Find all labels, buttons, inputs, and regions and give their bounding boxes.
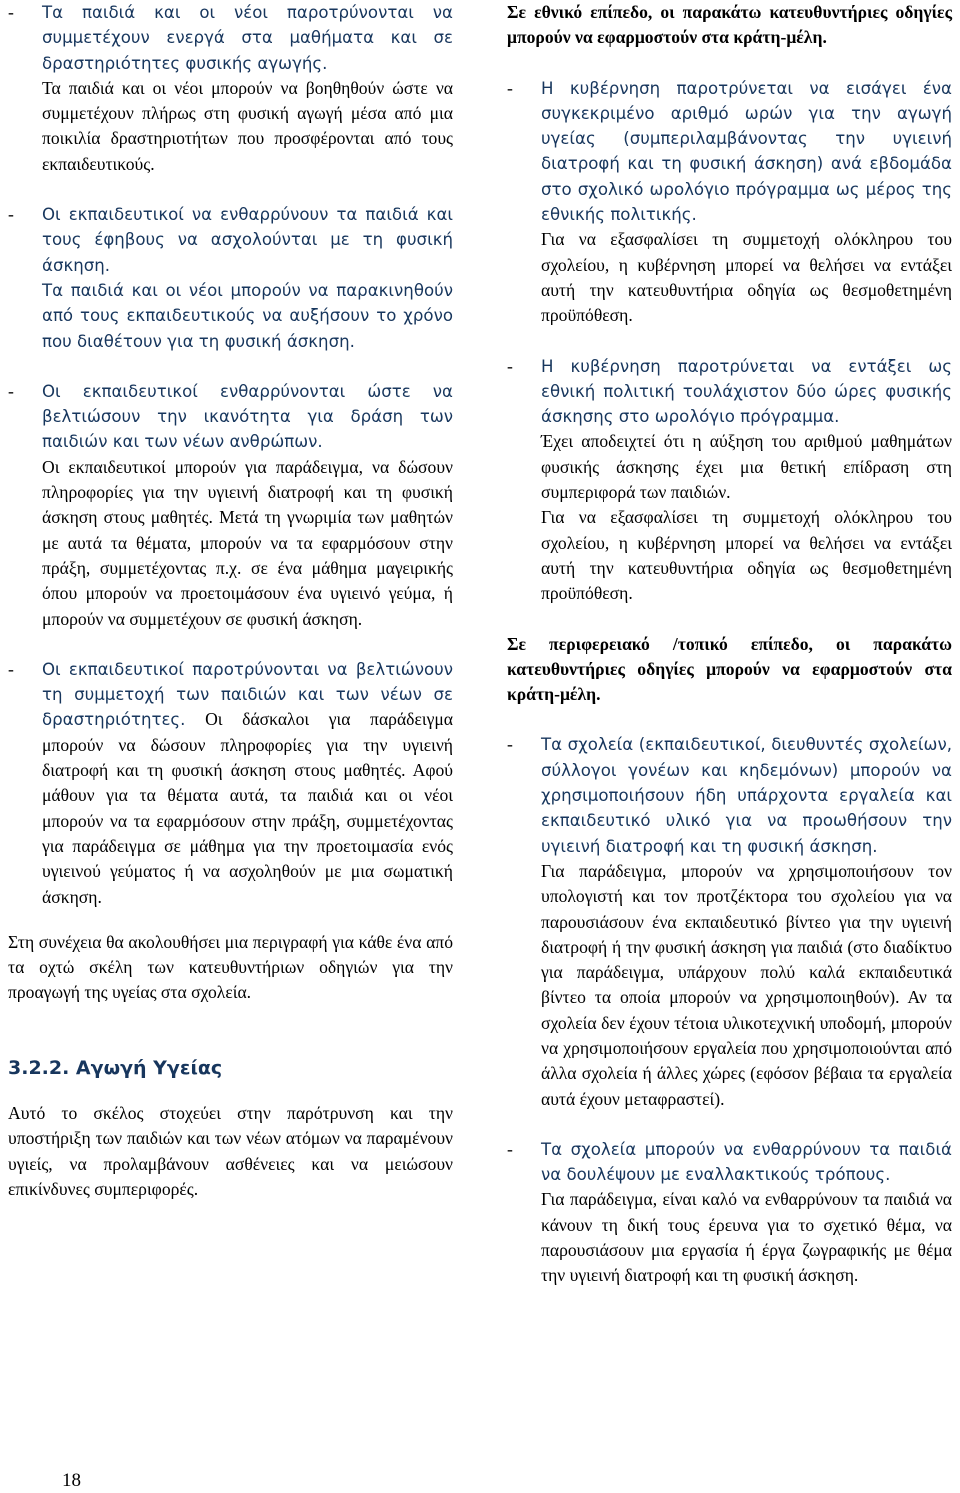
bullet-dash: - (507, 355, 513, 376)
bullet-dash: - (507, 1138, 513, 1159)
bullet-text (42, 657, 453, 910)
bullet-lead: Τα σχολεία μπορούν να ενθαρρύνουν τα παιδιά να δουλέψουν με εναλλακτικούς τρόπους. (541, 1139, 952, 1185)
left-column (8, 0, 453, 1202)
bullet-lead: Οι εκπαιδευτικοί να ενθαρρύνουν τα παιδιά και τους έφηβους να ασχολούνται με τη φυσική άσκηση. (42, 205, 453, 275)
bullet-lead: Τα παιδιά και οι νέοι παροτρύνονται να συμμετέχουν ενεργά στα μαθήματα και σε δραστηριότητες φυσικής αγωγής. (42, 3, 453, 73)
bullet-body: Τα παιδιά και οι νέοι μπορούν να βοηθηθούν ώστε να συμμετέχουν πλήρως στη φυσική αγωγή μέσα από μια ποικιλία δραστηριοτήτων που προσφέρονται από τους εκπαιδευτικούς. (42, 77, 453, 174)
bullet-body: Τα παιδιά και οι νέοι μπορούν να παρακινηθούν από τους εκπαιδευτικούς να αυξήσουν το χρόνο που διαθέτουν για τη φυσική άσκηση. (42, 280, 453, 351)
bullet-dash: - (507, 77, 513, 98)
bullet-lead: Η κυβέρνηση παροτρύνεται να εντάξει ως εθνική πολιτική τουλάχιστον δύο ώρες φυσικής άσκησης στο ωρολόγιο πρόγραμμα. (541, 356, 952, 427)
bullet-item (507, 76, 952, 329)
bullet-item (507, 354, 952, 607)
bullet-body: Για παράδειγμα, μπορούν να χρησιμοποιήσουν τον υπολογιστή και τον προτζέκτορα του σχολείου για να παρουσιάσουν ένα εκπαιδευτικό βίντεο για την υγιεινή διατροφή ή την φυσική άσκηση για παιδιά (στο διαδίκτυο για παράδειγμα, υπάρχουν πολύ καλά εκπαιδευτικά βίντεο τα οποία μπορούν να χρησιμοποιηθούν). Αν τα σχολεία δεν έχουν τέτοια υλικοτεχνική υποδομή, μπορούν να χρησιμοποιήσουν εργαλεία που χρησιμοποιούνται από άλλα σχολεία ή άλλες χώρες (εφόσον βέβαια τα εργαλεία αυτά έχουν μεταφραστεί). (541, 860, 952, 1109)
bullet-lead: Οι εκπαιδευτικοί ενθαρρύνονται ώστε να βελτιώσουν την ικανότητα για δράση των παιδιών και των νέων ανθρώπων. (42, 381, 453, 452)
bullet-dash: - (8, 658, 14, 679)
bullet-body: Για να εξασφαλίσει τη συμμετοχή ολόκληρου του σχολείου, η κυβέρνηση μπορεί να θελήσει να εντάξει αυτή την κατευθυντήρια οδηγία ως θεσμοθετημένη προϋπόθεση. (541, 507, 952, 604)
section-paragraph: Αυτό το σκέλος στοχεύει στην παρότρυνση και την υποστήριξη των παιδιών και των νέων ατόμων να παραμένουν υγιείς, να προλαμβάνουν ασθένειες και να μειώσουν επικίνδυνες συμπεριφορές. (8, 1102, 453, 1199)
regional-heading: Σε περιφερειακό /τοπικό επίπεδο, οι παρακάτω κατευθυντήριες οδηγίες μπορούν να εφαρμοστούν στα κράτη-μέλη. (507, 633, 952, 705)
bullet-dash: - (8, 204, 14, 225)
national-heading: Σε εθνικό επίπεδο, οι παρακάτω κατευθυντήριες οδηγίες μπορούν να εφαρμοστούν στα κράτη-μέλη. (507, 2, 952, 48)
bullet-item (8, 202, 453, 354)
page-number: 18 (62, 1470, 81, 1491)
bullet-body: Οι δάσκαλοι για παράδειγμα μπορούν να δώσουν πληροφορίες για την υγιεινή διατροφή και τη φυσική άσκηση στους μαθητές. Αφού μάθουν για τα θέματα αυτά, τα παιδιά και οι νέοι μπορούν να τα εφαρμόσουν στην πράξη, συμμετέχοντας για παράδειγμα σε μάθημα για την προετοιμασία ενός υγιεινού γεύματος ή να ασχοληθούν με μια σωματική άσκηση. (42, 709, 453, 907)
bullet-body: Οι εκπαιδευτικοί μπορούν για παράδειγμα, να δώσουν πληροφορίες για την υγιεινή διατροφή και τη φυσική άσκηση στους μαθητές. Μετά τη γνωριμία των μαθητών με αυτά τα θέματα, μπορούν να τα εφαρμόσουν στην πράξη, συμμετέχοντας π.χ. σε ένα μάθημα μαγειρικής όπου μπορούν να προετοιμάσουν ένα υγιεινό γεύμα, ή μπορούν να συμμετέχουν σε φυσική άσκηση. (42, 456, 453, 629)
bullet-body: Για παράδειγμα, είναι καλό να ενθαρρύνουν τα παιδιά να κάνουν τη δική τους έρευνα για το σχετικό θέμα, να παρουσιάσουν μια εργασία ή έργα ζωγραφικής με θέμα την υγιεινή διατροφή και τη φυσική άσκηση. (541, 1189, 952, 1286)
bullet-item (8, 657, 453, 910)
bullet-dash: - (8, 2, 14, 22)
bullet-item (507, 732, 952, 1111)
bullet-dash: - (507, 734, 513, 755)
section-heading: 3.2.2. Αγωγή Υγείας (8, 1056, 223, 1079)
bullet-dash: - (8, 380, 14, 401)
body-paragraph: Στη συνέχεια θα ακολουθήσει μια περιγραφή για κάθε ένα από τα οχτώ σκέλη των κατευθυντήριων οδηγιών για την προαγωγή της υγείας στα σχολεία. (8, 931, 453, 1003)
right-column (507, 0, 952, 1289)
bullet-item (8, 0, 453, 177)
bullet-lead: Οι εκπαιδευτικοί παροτρύνονται να βελτιώνουν τη συμμετοχή των παιδιών και των νέων σε δραστηριότητες. (42, 659, 453, 730)
bullet-item (8, 379, 453, 632)
bullet-lead: Η κυβέρνηση παροτρύνεται να εισάγει ένα συγκεκριμένο αριθμό ωρών για την αγωγή υγείας (συμπεριλαμβάνοντας την υγιεινή διατροφή και τη φυσική άσκηση) ανά εβδομάδα στο σχολικό ωρολόγιο πρόγραμμα ως μέρος της εθνικής πολιτικής. (541, 78, 952, 225)
bullet-item (507, 1137, 952, 1289)
bullet-body: Για να εξασφαλίσει τη συμμετοχή ολόκληρου του σχολείου, η κυβέρνηση μπορεί να θελήσει να εντάξει αυτή την κατευθυντήρια οδηγία ως θεσμοθετημένη προϋπόθεση. (541, 229, 952, 326)
bullet-lead: Τα σχολεία (εκπαιδευτικοί, διευθυντές σχολείων, σύλλογοι γονέων και κηδεμόνων) μπορούν να χρησιμοποιήσουν ήδη υπάρχοντα εργαλεία και εκπαιδευτικό υλικό για να προωθήσουν την υγιεινή διατροφή και τη φυσική άσκηση. (541, 735, 952, 856)
bullet-body: Έχει αποδειχτεί ότι η αύξηση του αριθμού μαθημάτων φυσικής άσκησης έχει μια θετική επίδραση στη συμπεριφορά των παιδιών. (541, 431, 952, 503)
